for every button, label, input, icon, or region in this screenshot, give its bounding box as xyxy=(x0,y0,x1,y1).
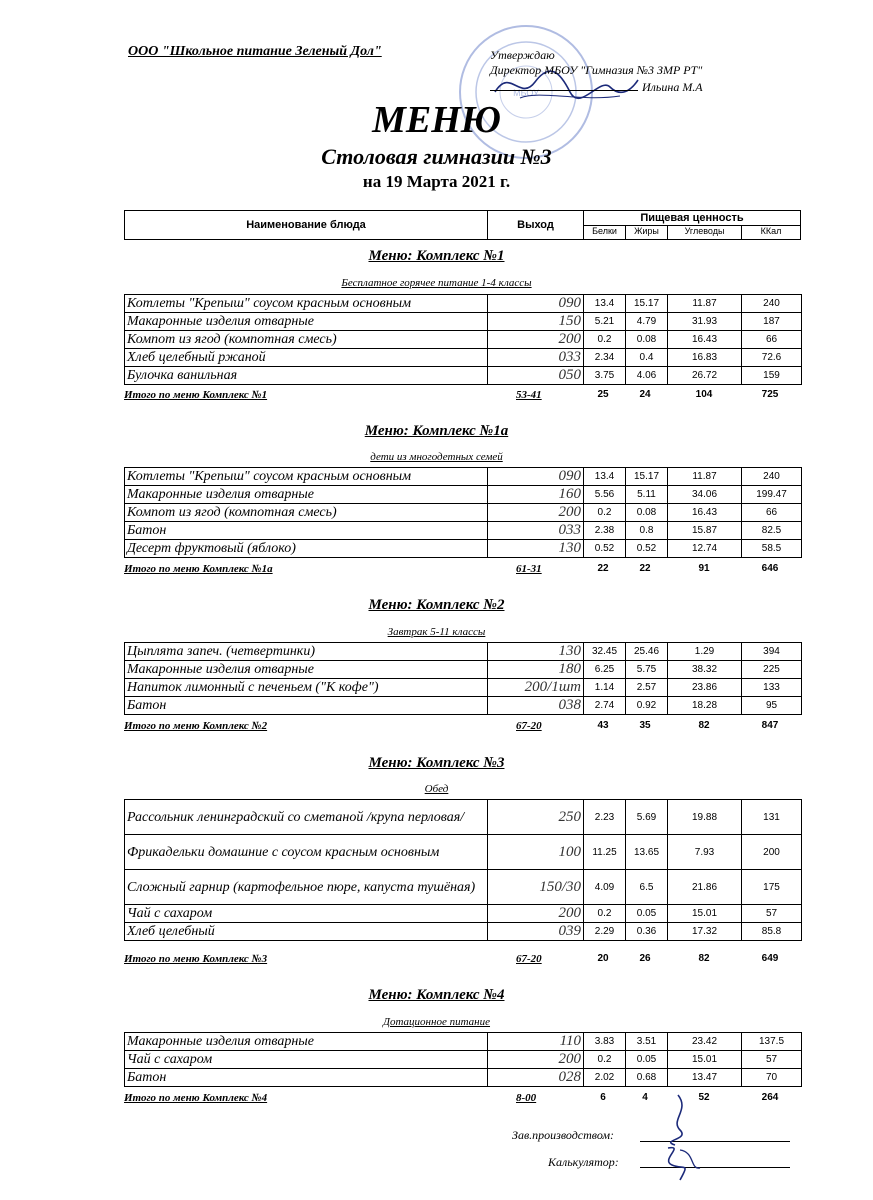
carbs-value: 13.47 xyxy=(668,1069,742,1087)
fat-value: 0.08 xyxy=(626,331,668,349)
kcal-value: 159 xyxy=(742,367,802,385)
table-row xyxy=(125,522,802,540)
dish-output: 033 xyxy=(488,522,584,540)
carbs-value: 15.01 xyxy=(668,1051,742,1069)
fat-value: 0.05 xyxy=(626,1051,668,1069)
table-row xyxy=(125,661,802,679)
menu-table xyxy=(124,467,802,558)
kcal-value: 137.5 xyxy=(742,1033,802,1051)
protein-value: 5.56 xyxy=(584,486,626,504)
dish-name: Батон xyxy=(125,1069,488,1087)
fat-value: 0.52 xyxy=(626,540,668,558)
column-header xyxy=(124,210,801,240)
protein-value: 2.38 xyxy=(584,522,626,540)
dish-name: Чай с сахаром xyxy=(125,1051,488,1069)
fat-value: 0.36 xyxy=(626,923,668,941)
menu-table xyxy=(124,1032,802,1087)
protein-value: 2.74 xyxy=(584,697,626,715)
section-subtitle: Бесплатное горячее питание 1-4 классы xyxy=(341,277,532,289)
handwritten-signature xyxy=(650,1090,710,1185)
total-fat: 35 xyxy=(639,720,651,731)
section-title: Меню: Комплекс №1а xyxy=(364,423,509,439)
dish-name: Десерт фруктовый (яблоко) xyxy=(125,540,488,558)
protein-value: 2.34 xyxy=(584,349,626,367)
dish-output: 160 xyxy=(488,486,584,504)
table-row xyxy=(125,835,802,870)
kcal-value: 131 xyxy=(742,800,802,835)
director-title: Директор МБОУ "Гимназия №3 ЗМР РТ" xyxy=(490,63,703,77)
dish-name: Чай с сахаром xyxy=(125,905,488,923)
total-carbs: 104 xyxy=(695,389,713,400)
carbs-value: 16.43 xyxy=(668,504,742,522)
section-subtitle: дети из многодетных семей xyxy=(370,451,503,463)
total-carbs: 52 xyxy=(698,1092,710,1103)
total-protein: 22 xyxy=(597,563,609,574)
total-protein: 20 xyxy=(597,953,609,964)
total-label: Итого по меню Комплекс №1а xyxy=(124,563,273,575)
dish-name: Фрикадельки домашние с соусом красным основным xyxy=(125,835,488,870)
protein-value: 32.45 xyxy=(584,643,626,661)
fat-value: 4.06 xyxy=(626,367,668,385)
approve-label: Утверждаю xyxy=(490,48,555,62)
protein-value: 3.83 xyxy=(584,1033,626,1051)
dish-output: 200 xyxy=(488,331,584,349)
fat-value: 5.75 xyxy=(626,661,668,679)
table-row xyxy=(125,800,802,835)
section-total xyxy=(124,563,801,577)
fat-value: 13.65 xyxy=(626,835,668,870)
svg-text:МБОУ: МБОУ xyxy=(513,88,539,98)
dish-output: 130 xyxy=(488,643,584,661)
kcal-value: 240 xyxy=(742,468,802,486)
carbs-value: 11.87 xyxy=(668,295,742,313)
section-subtitle: Обед xyxy=(424,783,449,795)
dish-output: 038 xyxy=(488,697,584,715)
fat-value: 15.17 xyxy=(626,468,668,486)
col-nutrition: Пищевая ценность xyxy=(584,211,800,226)
section-subtitle: Дотационное питание xyxy=(382,1016,491,1028)
kcal-value: 133 xyxy=(742,679,802,697)
kcal-value: 57 xyxy=(742,1051,802,1069)
fat-value: 6.5 xyxy=(626,870,668,905)
protein-value: 3.75 xyxy=(584,367,626,385)
protein-value: 6.25 xyxy=(584,661,626,679)
kcal-value: 394 xyxy=(742,643,802,661)
total-carbs: 82 xyxy=(698,953,710,964)
carbs-value: 18.28 xyxy=(668,697,742,715)
total-carbs: 91 xyxy=(698,563,710,574)
protein-value: 2.02 xyxy=(584,1069,626,1087)
table-row xyxy=(125,697,802,715)
protein-value: 0.2 xyxy=(584,1051,626,1069)
carbs-value: 15.87 xyxy=(668,522,742,540)
menu-table xyxy=(124,799,802,941)
kcal-value: 58.5 xyxy=(742,540,802,558)
col-kcal: ККал xyxy=(760,226,782,236)
dish-output: 180 xyxy=(488,661,584,679)
carbs-value: 7.93 xyxy=(668,835,742,870)
total-label: Итого по меню Комплекс №4 xyxy=(124,1092,268,1104)
menu-table xyxy=(124,642,802,715)
section-title: Меню: Комплекс №1 xyxy=(368,248,505,264)
dish-output: 200 xyxy=(488,1051,584,1069)
dish-name: Хлеб целебный ржаной xyxy=(125,349,488,367)
dish-name: Макаронные изделия отварные xyxy=(125,486,488,504)
dish-name: Хлеб целебный xyxy=(125,923,488,941)
total-output: 53-41 xyxy=(516,389,542,401)
table-row xyxy=(125,349,802,367)
carbs-value: 23.42 xyxy=(668,1033,742,1051)
menu-table xyxy=(124,294,802,385)
carbs-value: 38.32 xyxy=(668,661,742,679)
dish-name: Макаронные изделия отварные xyxy=(125,1033,488,1051)
fat-value: 0.92 xyxy=(626,697,668,715)
dish-output: 130 xyxy=(488,540,584,558)
dish-output: 200 xyxy=(488,504,584,522)
total-fat: 24 xyxy=(639,389,651,400)
organization-name: ООО "Школьное питание Зеленый Дол" xyxy=(128,44,382,59)
section-title: Меню: Комплекс №4 xyxy=(368,987,505,1003)
kcal-value: 240 xyxy=(742,295,802,313)
kcal-value: 225 xyxy=(742,661,802,679)
dish-output: 200 xyxy=(488,905,584,923)
kcal-value: 200 xyxy=(742,835,802,870)
dish-output: 050 xyxy=(488,367,584,385)
protein-value: 2.29 xyxy=(584,923,626,941)
protein-value: 1.14 xyxy=(584,679,626,697)
carbs-value: 21.86 xyxy=(668,870,742,905)
protein-value: 13.4 xyxy=(584,295,626,313)
dish-name: Компот из ягод (компотная смесь) xyxy=(125,504,488,522)
table-row xyxy=(125,1051,802,1069)
protein-value: 0.52 xyxy=(584,540,626,558)
kcal-value: 187 xyxy=(742,313,802,331)
fat-value: 2.57 xyxy=(626,679,668,697)
kcal-value: 82.5 xyxy=(742,522,802,540)
section-title: Меню: Комплекс №3 xyxy=(368,755,505,771)
carbs-value: 17.32 xyxy=(668,923,742,941)
table-row xyxy=(125,1069,802,1087)
table-row xyxy=(125,870,802,905)
table-row xyxy=(125,295,802,313)
total-kcal: 649 xyxy=(761,953,779,964)
col-output: Выход xyxy=(488,211,584,239)
section-total xyxy=(124,720,801,734)
dish-name: Макаронные изделия отварные xyxy=(125,313,488,331)
total-kcal: 646 xyxy=(761,563,779,574)
carbs-value: 23.86 xyxy=(668,679,742,697)
director-name: Ильина М.А xyxy=(642,80,703,94)
dish-output: 150 xyxy=(488,313,584,331)
total-fat: 4 xyxy=(642,1092,648,1103)
carbs-value: 15.01 xyxy=(668,905,742,923)
carbs-value: 1.29 xyxy=(668,643,742,661)
total-output: 61-31 xyxy=(516,563,542,575)
protein-value: 0.2 xyxy=(584,905,626,923)
dish-name: Булочка ванильная xyxy=(125,367,488,385)
protein-value: 13.4 xyxy=(584,468,626,486)
total-protein: 6 xyxy=(600,1092,606,1103)
page-title: МЕНЮ xyxy=(372,99,501,141)
section-total xyxy=(124,953,801,967)
dish-name: Рассольник ленинградский со сметаной /крупа перловая/ xyxy=(125,800,488,835)
total-kcal: 847 xyxy=(761,720,779,731)
menu-date: на 19 Марта 2021 г. xyxy=(362,172,511,191)
dish-output: 200/1шт xyxy=(488,679,584,697)
table-row xyxy=(125,367,802,385)
dish-output: 028 xyxy=(488,1069,584,1087)
protein-value: 0.2 xyxy=(584,504,626,522)
fat-value: 0.8 xyxy=(626,522,668,540)
dish-output: 033 xyxy=(488,349,584,367)
fat-value: 3.51 xyxy=(626,1033,668,1051)
dish-output: 039 xyxy=(488,923,584,941)
table-row xyxy=(125,1033,802,1051)
total-label: Итого по меню Комплекс №1 xyxy=(124,389,268,401)
col-name: Наименование блюда xyxy=(125,211,488,239)
table-row xyxy=(125,468,802,486)
dish-output: 090 xyxy=(488,468,584,486)
page-subtitle: Столовая гимназии №3 xyxy=(321,144,552,169)
total-label: Итого по меню Комплекс №2 xyxy=(124,720,268,732)
total-protein: 43 xyxy=(597,720,609,731)
table-row xyxy=(125,331,802,349)
dish-name: Компот из ягод (компотная смесь) xyxy=(125,331,488,349)
table-row xyxy=(125,923,802,941)
carbs-value: 12.74 xyxy=(668,540,742,558)
col-fat: Жиры xyxy=(626,226,668,239)
kcal-value: 85.8 xyxy=(742,923,802,941)
table-row xyxy=(125,313,802,331)
table-row xyxy=(125,504,802,522)
protein-value: 2.23 xyxy=(584,800,626,835)
carbs-value: 11.87 xyxy=(668,468,742,486)
fat-value: 0.68 xyxy=(626,1069,668,1087)
carbs-value: 16.83 xyxy=(668,349,742,367)
dish-name: Батон xyxy=(125,522,488,540)
kcal-value: 66 xyxy=(742,504,802,522)
kcal-value: 175 xyxy=(742,870,802,905)
carbs-value: 34.06 xyxy=(668,486,742,504)
calculator-label: Калькулятор: xyxy=(548,1155,619,1169)
protein-value: 4.09 xyxy=(584,870,626,905)
total-label: Итого по меню Комплекс №3 xyxy=(124,953,268,965)
dish-name: Батон xyxy=(125,697,488,715)
col-protein: Белки xyxy=(584,226,626,239)
fat-value: 0.05 xyxy=(626,905,668,923)
dish-name: Котлеты "Крепыш" соусом красным основным xyxy=(125,468,488,486)
carbs-value: 31.93 xyxy=(668,313,742,331)
col-carbs: Углеводы xyxy=(668,226,742,239)
dish-output: 150/30 xyxy=(488,870,584,905)
fat-value: 5.11 xyxy=(626,486,668,504)
dish-name: Котлеты "Крепыш" соусом красным основным xyxy=(125,295,488,313)
carbs-value: 26.72 xyxy=(668,367,742,385)
total-fat: 22 xyxy=(639,563,651,574)
fat-value: 25.46 xyxy=(626,643,668,661)
total-output: 67-20 xyxy=(516,953,542,965)
section-subtitle: Завтрак 5-11 классы xyxy=(387,626,486,638)
carbs-value: 19.88 xyxy=(668,800,742,835)
dish-output: 250 xyxy=(488,800,584,835)
total-carbs: 82 xyxy=(698,720,710,731)
table-row xyxy=(125,905,802,923)
total-fat: 26 xyxy=(639,953,651,964)
table-row xyxy=(125,643,802,661)
dish-name: Сложный гарнир (картофельное пюре, капуста тушёная) xyxy=(125,870,488,905)
table-row xyxy=(125,540,802,558)
total-output: 67-20 xyxy=(516,720,542,732)
fat-value: 15.17 xyxy=(626,295,668,313)
table-row xyxy=(125,679,802,697)
protein-value: 0.2 xyxy=(584,331,626,349)
kcal-value: 199.47 xyxy=(742,486,802,504)
kcal-value: 66 xyxy=(742,331,802,349)
carbs-value: 16.43 xyxy=(668,331,742,349)
kcal-value: 72.6 xyxy=(742,349,802,367)
kcal-value: 70 xyxy=(742,1069,802,1087)
dish-name: Макаронные изделия отварные xyxy=(125,661,488,679)
chef-label: Зав.производством: xyxy=(512,1128,615,1142)
total-output: 8-00 xyxy=(516,1092,537,1104)
dish-output: 110 xyxy=(488,1033,584,1051)
table-row xyxy=(125,486,802,504)
signature-line xyxy=(490,90,638,91)
total-protein: 25 xyxy=(597,389,609,400)
kcal-value: 57 xyxy=(742,905,802,923)
protein-value: 11.25 xyxy=(584,835,626,870)
section-title: Меню: Комплекс №2 xyxy=(368,597,505,613)
section-total xyxy=(124,389,801,403)
total-kcal: 264 xyxy=(761,1092,779,1103)
fat-value: 0.08 xyxy=(626,504,668,522)
protein-value: 5.21 xyxy=(584,313,626,331)
dish-name: Цыплята запеч. (четвертинки) xyxy=(125,643,488,661)
fat-value: 4.79 xyxy=(626,313,668,331)
total-kcal: 725 xyxy=(761,389,779,400)
fat-value: 5.69 xyxy=(626,800,668,835)
dish-output: 090 xyxy=(488,295,584,313)
dish-output: 100 xyxy=(488,835,584,870)
dish-name: Напиток лимонный с печеньем ("К кофе") xyxy=(125,679,488,697)
kcal-value: 95 xyxy=(742,697,802,715)
fat-value: 0.4 xyxy=(626,349,668,367)
